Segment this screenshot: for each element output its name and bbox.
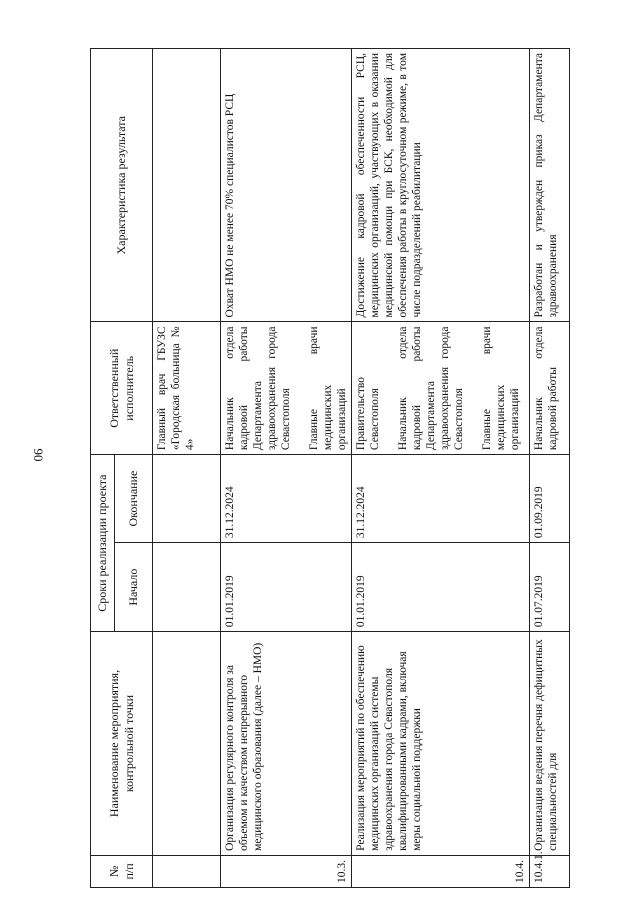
row-responsible <box>530 322 570 455</box>
responsible-line: Начальник отдела кадровой работы <box>533 326 560 451</box>
table-row <box>352 49 530 888</box>
table-row <box>153 49 221 888</box>
row-name: Организация регулярного контроля за объемом и качеством непрерывного медицинского образования (далее – НМО) <box>221 632 352 856</box>
row-start <box>153 543 221 632</box>
header-name: Наименование мероприятия, контрольной точки <box>91 632 153 856</box>
row-number: 10.3. <box>221 855 352 887</box>
row-result <box>153 49 221 322</box>
header-number <box>91 855 153 887</box>
responsible-line: Главные врачи медицинских организаций <box>481 326 522 451</box>
header-number-sign: № <box>106 865 121 878</box>
row-name: Реализация мероприятий по обеспечению медицинских организаций системы здравоохранения города Севастополя квалифицированными кадрами, включая меры социальной поддержки <box>352 632 530 856</box>
responsible-line: Главный врач ГБУЗС «Городская больница № 4» <box>156 326 197 451</box>
row-number: 10.4.1. <box>530 855 570 887</box>
row-result: Достижение кадровой обеспеченности РСЦ, медицинских организаций, участвующих в оказании медицинской помощи при БСК, необходимой для обеспечения работы в круглосуточном режиме, в том числе подразделений реабилитации <box>352 49 530 322</box>
header-start: Начало <box>115 543 153 632</box>
rotated-table-page <box>90 48 570 888</box>
header-number-pp: п/п <box>121 863 136 880</box>
project-plan-table <box>90 48 570 888</box>
row-end: 31.12.2024 <box>352 455 530 543</box>
row-result: Разработан и утвержден приказ Департамента здравоохранения <box>530 49 570 322</box>
row-start: 01.01.2019 <box>221 543 352 632</box>
table-row <box>221 49 352 888</box>
row-responsible <box>221 322 352 455</box>
row-start: 01.07.2019 <box>530 543 570 632</box>
row-number: 10.4. <box>352 855 530 887</box>
row-responsible <box>153 322 221 455</box>
row-start: 01.01.2019 <box>352 543 530 632</box>
row-end <box>153 455 221 543</box>
responsible-line: Начальник отдела кадровой работы Департамента здравоохранения города Севастополя <box>224 326 293 451</box>
header-responsible: Ответственный исполнитель <box>91 322 153 455</box>
row-name <box>153 632 221 856</box>
table-header-row <box>91 49 115 888</box>
page-number: 90 <box>31 448 46 462</box>
row-result: Охват НМО не менее 70% специалистов РСЦ <box>221 49 352 322</box>
row-name: Организация ведения перечня дефицитных специальностей для <box>530 632 570 856</box>
responsible-line: Главные врачи медицинских организаций <box>308 326 349 451</box>
row-number <box>153 855 221 887</box>
row-end: 31.12.2024 <box>221 455 352 543</box>
header-result: Характеристика результата <box>91 49 153 322</box>
row-responsible <box>352 322 530 455</box>
responsible-line: Правительство Севастополя <box>355 376 382 451</box>
table-row <box>530 49 570 888</box>
responsible-line: Начальник отдела кадровой работы Департамента здравоохранения города Севастополя <box>397 326 466 451</box>
row-end: 01.09.2019 <box>530 455 570 543</box>
header-terms: Сроки реализации проекта <box>91 455 115 632</box>
header-end: Окончание <box>115 455 153 543</box>
